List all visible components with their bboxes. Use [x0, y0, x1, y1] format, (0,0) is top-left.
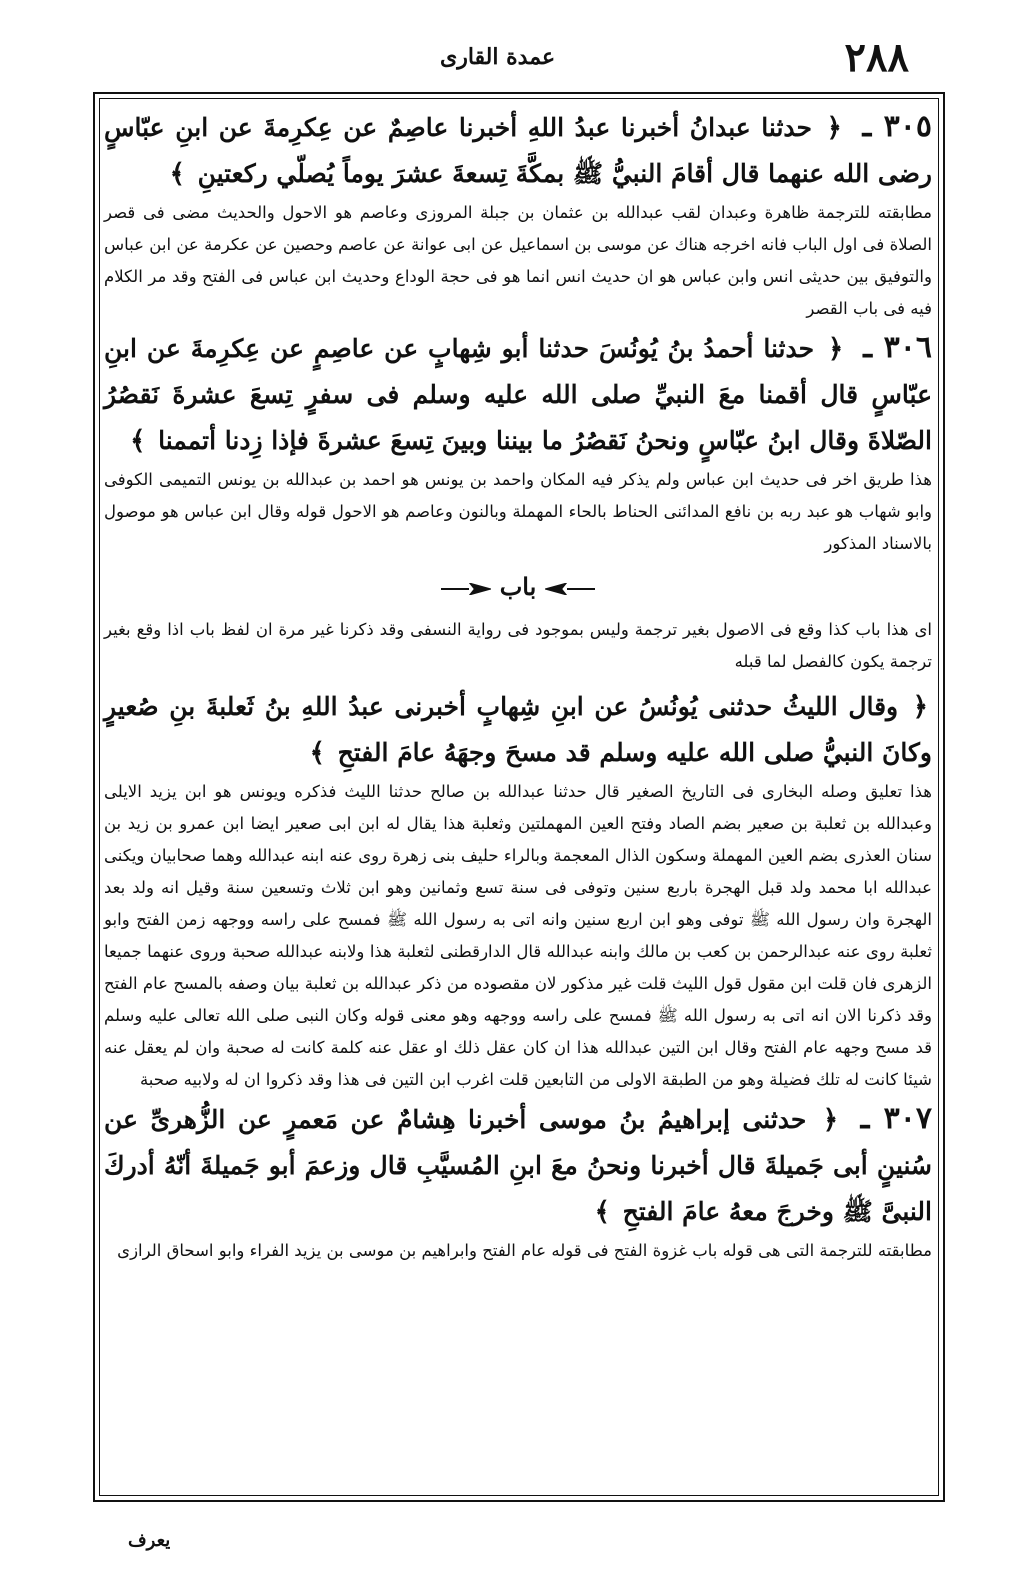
- page-number: ٢٨٨: [844, 34, 909, 81]
- commentary-307: مطابقته للترجمة التی هی قوله باب غزوة الفتح فی قوله عام الفتح وابراهيم بن موسى بن يزيد الفراء وابو اسحاق الرازی: [117, 1241, 932, 1260]
- hadith-307: [104, 1096, 932, 1235]
- close-bracket-icon: ﴾: [309, 738, 325, 768]
- hadith-text: حدثنا عبدانُ أخبرنا عبدُ اللهِ أخبرنا عاصِمٌ عن عِكرِمةَ عن ابنِ عبّاسٍ رضى الله عنهما قال أقامَ النبيُّ ﷺ بمكَّةَ تِسعةَ عشرَ يوماً يُصلّي ركعتينِ: [104, 113, 932, 188]
- hadith-number: ٣٠٥ ـ: [862, 109, 932, 144]
- open-bracket-icon: ﴿: [822, 1105, 839, 1135]
- chapter-commentary: ای هذا باب كذا وقع فی الاصول بغير ترجمة وليس بموجود فی رواية النسفی وقد ذكرنا غير مرة ان لفظ باب اذا وقع بغير ترجمة يكون كالفصل لما قبله: [104, 620, 932, 671]
- open-bracket-icon: ﴿: [912, 692, 928, 722]
- page-body: [104, 104, 932, 1267]
- chapter-title: باب: [499, 572, 537, 601]
- hadith-text: حدثنا أحمدُ بنُ يُونُسَ حدثنا أبو شِهابٍ عن عاصِمٍ عن عِكرِمةَ عن ابنِ عبّاسٍ قال أقمنا معَ النبيِّ صلى الله عليه وسلم فى سفرٍ تِسعَ عشرةَ نَقصُرُ الصّلاةَ وقال ابنُ عبّاسٍ ونحنُ نَقصُرُ ما بيننا وبينَ تِسعَ عشرةَ فإذا زِدنا أتممنا: [104, 334, 932, 455]
- open-bracket-icon: ﴿: [826, 113, 842, 143]
- hadith-text: وقال الليثُ حدثنی يُونُسُ عن ابنِ شِهابٍ أخبرنی عبدُ اللهِ بنُ ثَعلبةَ بنِ صُعيرٍ وكانَ النبيُّ صلى الله عليه وسلم قد مسحَ وجهَهُ عامَ الفتحِ: [104, 692, 932, 767]
- hadith-text: حدثنی إبراهيمُ بنُ موسى أخبرنا هِشامٌ عن مَعمرٍ عن الزُّهریِّ عن سُنينٍ أبی جَميلةَ قال أخبرنا ونحنُ معَ ابنِ المُسيَّبِ قال وزعمَ أبو جَميلةَ أنّهُ أدركَ النبیَّ ﷺ وخرجَ معهُ عامَ الفتحِ: [104, 1105, 932, 1226]
- hadith-muallaq: [104, 684, 932, 776]
- hadith-306: [104, 325, 932, 464]
- close-bracket-icon: ﴾: [169, 159, 185, 189]
- close-bracket-icon: ﴾: [594, 1197, 610, 1227]
- hadith-305: [104, 104, 932, 197]
- catchword: يعرف: [128, 1530, 171, 1551]
- running-title: عمدة القاری: [440, 44, 556, 70]
- hadith-number: ٣٠٦ ـ: [863, 330, 933, 365]
- commentary-305: مطابقته للترجمة ظاهرة وعبدان لقب عبدالله بن عثمان بن جبلة المروزی وعاصم هو الاحول والحديث مضى فی قصر الصلاة فی اول الباب فانه اخرجه هناك عن موسى بن اسماعيل عن ابی عوانة عن عاصم وحصين عن عكرمة عن ابن عباس والتوفيق بين حديثی انس وابن عباس هو ان حديث انس انما هو فی حجة الوداع وحديث ابن عباس فی الفتح وقد مر الكلام فيه فی باب القصر: [104, 203, 932, 318]
- open-bracket-icon: ﴿: [828, 334, 844, 364]
- commentary-306: هذا طريق اخر فی حديث ابن عباس ولم يذكر فيه المكان واحمد بن يونس هو احمد بن عبدالله بن يونس التميمی الكوفی وابو شهاب هو عبد ربه بن نافع المدائنی الحناط بالحاء المهملة وبالنون وعاصم هو الاحول قوله وقال ابن عباس هو موصول بالاسناد المذكور: [104, 470, 932, 553]
- commentary-muallaq: هذا تعليق وصله البخاری فی التاريخ الصغير قال حدثنا عبدالله بن صالح حدثنا الليث فذكره ويونس هو ابن يزيد الايلی وعبدالله بن ثعلبة بن صعير بضم الصاد وفتح العين المهملتين وثعلبة هذا يقال له ابن ابی صعير ايضا ابن عمرو بن زيد بن سنان العذری بضم العين المهملة وسكون الذال المعجمة وبالراء حليف بنی زهرة روی عنه ابنه عبدالله وهما صحابيان ويكنى عبدالله ابا محمد ولد قبل الهجرة باربع سنين وتوفی فی سنة تسع وثمانين وهو ابن ثلاث وتسعين سنة وقيل انه ولد بعد الهجرة وان رسول الله ﷺ توفی وهو ابن اربع سنين وانه اتی به رسول الله ﷺ فمسح على راسه ووجهه زمن الفتح وابو ثعلبة روی عنه عبدالرحمن بن كعب بن مالك وابنه عبدالله قال الدارقطنی لثعلبة هذا ولابنه عبدالله صحبة وروی عنهما جميعا الزهری فان قلت ابن مقول قول الليث قلت غير مذكور لان مقصوده من ذكر عبدالله بن ثعلبة بيان وصفه بالمسح عام الفتح وقد ذكرنا الان انه اتی به رسول الله ﷺ فمسح على راسه ووجهه وهو معنى قوله وكان النبی صلى الله تعالى عليه وسلم قد مسح وجهه عام الفتح وقال ابن التين عبدالله هذا ان كان عقل ذلك او عقل عنه كلمة كانت له صحبة وان لم يعقل عنه شيئا كانت له تلك فضيلة وهو من الطبقة الاولى من التابعين قلت اغرب ابن التين فی هذا وقد ذكروا ان له ولابيه صحبة: [104, 782, 932, 1089]
- ornament-left-icon: [545, 583, 597, 595]
- ornament-right-icon: [439, 583, 491, 595]
- page-header: [0, 0, 1027, 90]
- hadith-number: ٣٠٧ ـ: [860, 1101, 932, 1136]
- chapter-heading: [104, 562, 932, 612]
- close-bracket-icon: ﴾: [130, 426, 146, 456]
